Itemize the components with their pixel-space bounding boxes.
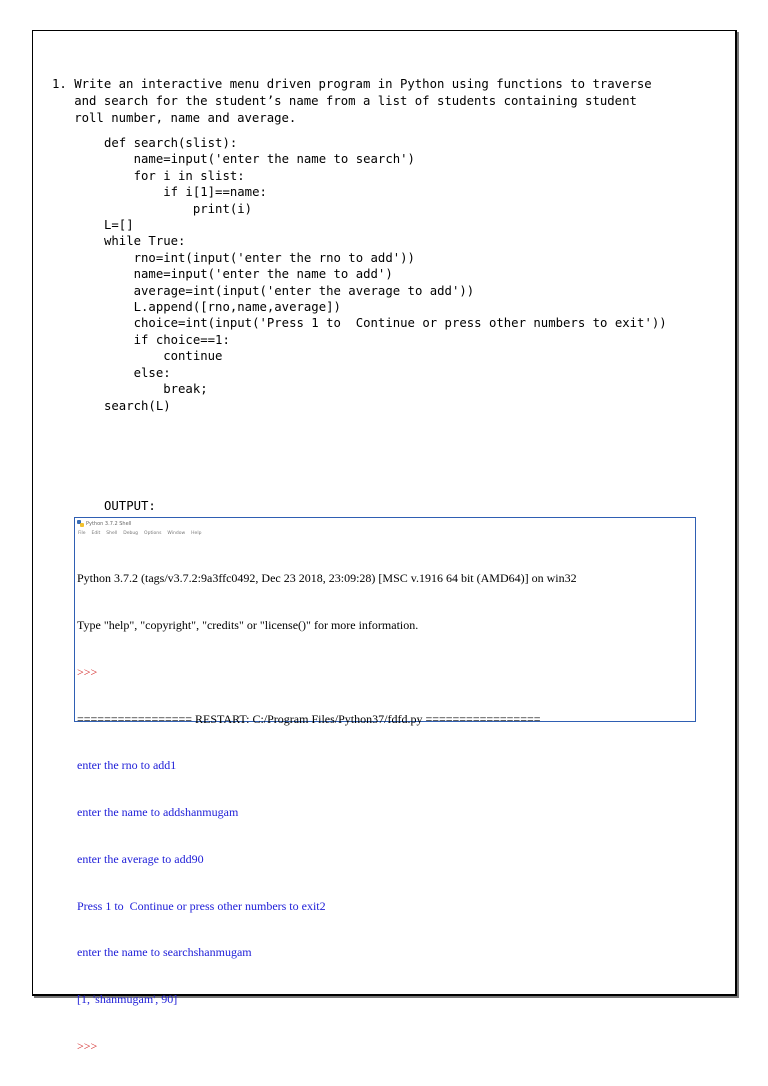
shell-titlebar: [75, 518, 695, 529]
shell-line: enter the name to searchshanmugam: [77, 945, 252, 960]
question-line-3: roll number, name and average.: [74, 111, 297, 125]
menu-help[interactable]: Help: [191, 531, 202, 536]
shell-prompt: >>>: [77, 1039, 98, 1053]
shell-line: enter the name to addshanmugam: [77, 805, 239, 820]
code-listing: def search(slist): name=input('enter the name to search') for i in slist: if i[1]==name: print(i) L=[] while True: rno=int(input('enter the rno to add')) name=input('enter the name to add') average=int(input('enter the average to add')) L.append([rno,name,average]) choice=int(input('Press 1 to Continue or press other numbers to exit')) if choice==1: continue else: break; search(L): [104, 136, 667, 413]
menu-debug[interactable]: Debug: [123, 531, 139, 536]
shell-line: Python 3.7.2 (tags/v3.7.2:9a3ffc0492, Dec 23 2018, 23:09:28) [MSC v.1916 64 bit (AMD64)] on win32: [77, 571, 577, 586]
output-label: OUTPUT:: [104, 499, 156, 513]
menu-window[interactable]: Window: [167, 531, 186, 536]
shell-prompt: >>>: [77, 664, 98, 679]
question-line-1: Write an interactive menu driven program in Python using functions to traverse: [74, 77, 652, 91]
shell-line: [1, 'shanmugam', 90]: [77, 992, 178, 1007]
shell-line: Press 1 to Continue or press other numbers to exit2: [77, 898, 326, 913]
menu-shell[interactable]: Shell: [106, 531, 118, 536]
shell-line: enter the average to add90: [77, 851, 204, 866]
question-line-2: and search for the student’s name from a list of students containing student: [74, 94, 637, 108]
menu-options[interactable]: Options: [144, 531, 162, 536]
menu-file[interactable]: File: [78, 531, 86, 536]
shell-line: Type "help", "copyright", "credits" or "license()" for more information.: [77, 617, 419, 632]
menu-edit[interactable]: Edit: [91, 531, 101, 536]
shell-line: enter the rno to add1: [77, 758, 177, 773]
question-text: [52, 76, 712, 127]
python-shell-window: [74, 517, 696, 1053]
shell-menubar: [75, 529, 695, 538]
python-logo-icon: [77, 520, 84, 527]
shell-output[interactable]: [75, 538, 695, 1086]
shell-title: Python 3.7.2 Shell: [86, 520, 132, 527]
question-number: 1.: [52, 77, 67, 91]
shell-line: ================= RESTART: C:/Program Files/Python37/fdfd.py =================: [77, 711, 541, 726]
